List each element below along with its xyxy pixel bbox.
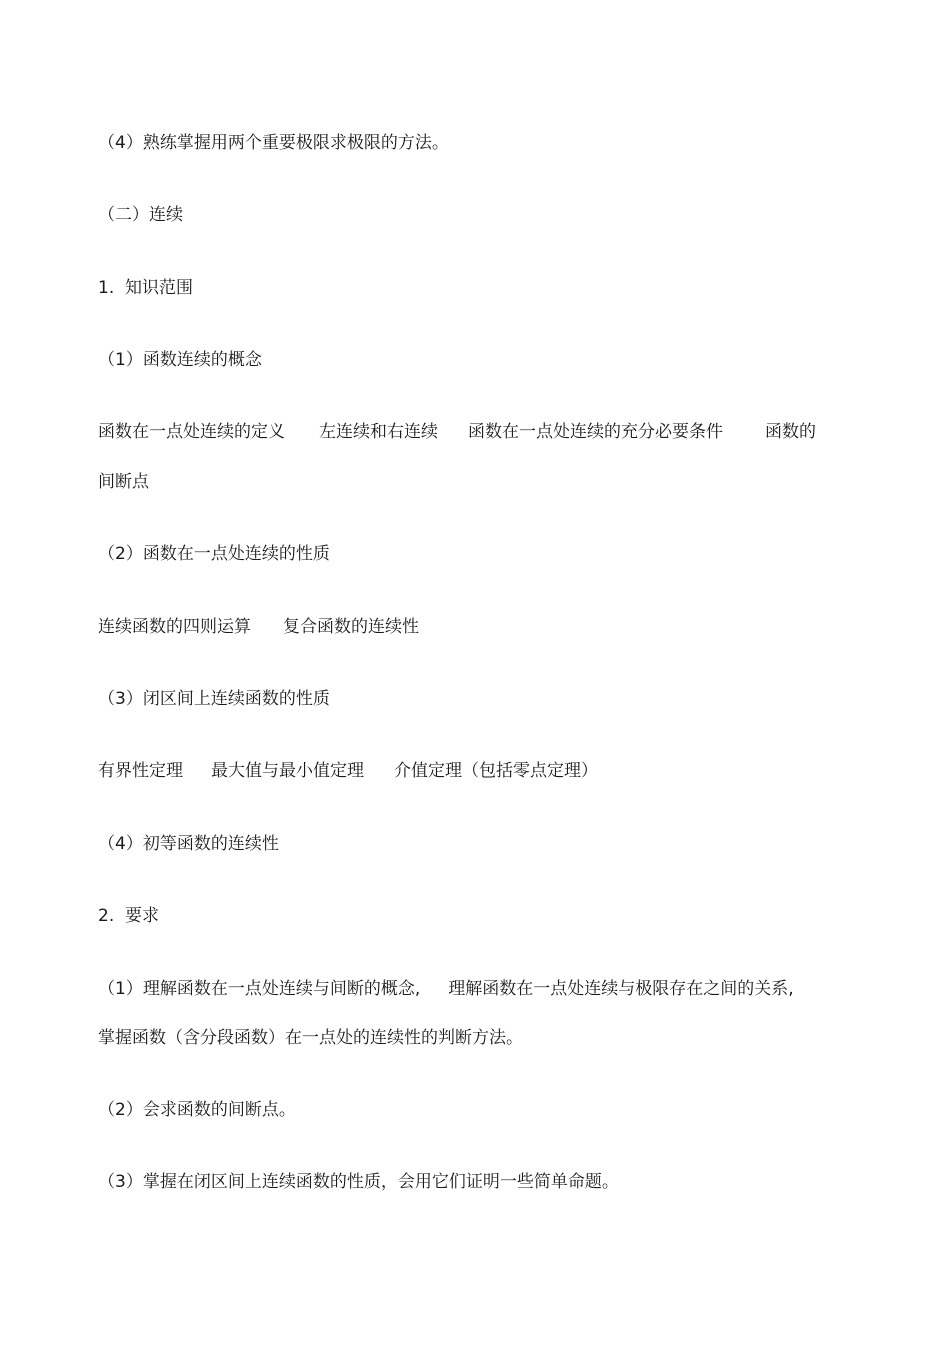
requirement-master-properties: （3）掌握在闭区间上连续函数的性质，会用它们证明一些简单命题。 (98, 1172, 619, 1192)
topic-function-of: 函数的 (765, 422, 816, 442)
subheading-knowledge-scope: 1. 知识范围 (98, 278, 194, 298)
topic-arithmetic: 连续函数的四则运算 (98, 617, 251, 637)
requirement-judgment-method: 掌握函数（含分段函数）在一点处的连续性的判断方法。 (98, 1028, 523, 1048)
requirement-find-discontinuities: （2）会求函数的间断点。 (98, 1100, 296, 1120)
requirement-understand-part-a: （1）理解函数在一点处连续与间断的概念, (98, 979, 421, 999)
topic-composite-continuity: 复合函数的连续性 (283, 617, 419, 637)
item-elementary-functions: （4）初等函数的连续性 (98, 834, 279, 854)
topic-discontinuity-points: 间断点 (98, 472, 149, 492)
topics-continuity-concept (98, 424, 816, 441)
section-heading-continuity: （二）连续 (98, 205, 183, 225)
requirement-understand-part-b: 理解函数在一点处连续与极限存在之间的关系, (448, 979, 794, 999)
topics-theorems (98, 763, 598, 780)
subheading-requirements: 2. 要求 (98, 906, 160, 926)
topic-definition: 函数在一点处连续的定义 (98, 422, 285, 442)
item-properties-at-point: （2）函数在一点处连续的性质 (98, 544, 330, 564)
topic-extreme-value: 最大值与最小值定理 (211, 761, 364, 781)
topic-intermediate-value: 介值定理（包括零点定理） (394, 761, 598, 781)
requirement-understand (98, 981, 794, 998)
item-concept-of-continuity: （1）函数连续的概念 (98, 350, 262, 370)
topic-necessary-sufficient: 函数在一点处连续的充分必要条件 (468, 422, 723, 442)
topic-boundedness: 有界性定理 (98, 761, 183, 781)
topics-properties (98, 619, 419, 636)
item-closed-interval-properties: （3）闭区间上连续函数的性质 (98, 689, 330, 709)
topic-left-right-continuity: 左连续和右连续 (319, 422, 438, 442)
item-two-limits-method: （4）熟练掌握用两个重要极限求极限的方法。 (98, 133, 449, 153)
